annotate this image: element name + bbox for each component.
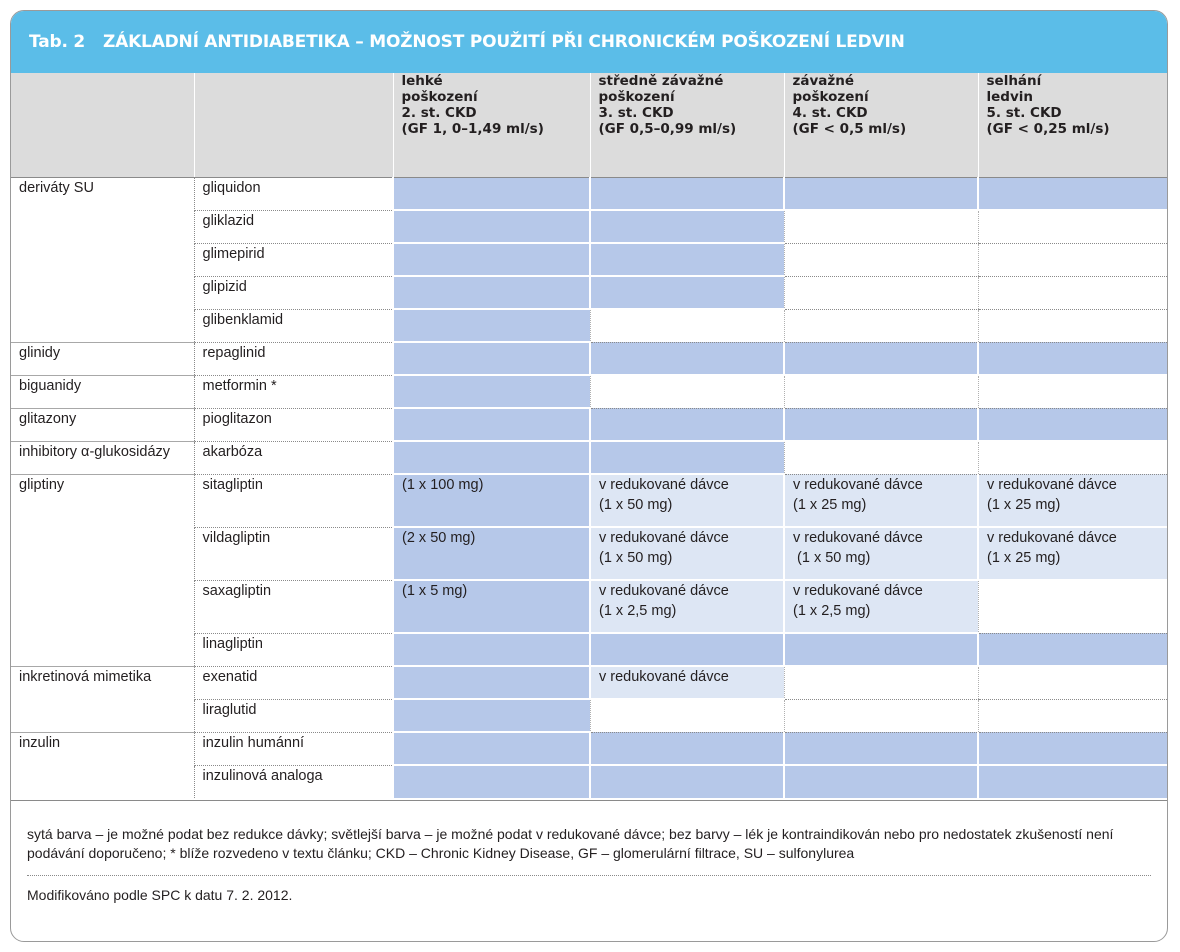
cell-full	[393, 732, 590, 765]
drug-name: sitagliptin	[194, 474, 393, 527]
cell-none	[784, 441, 978, 474]
table-row	[11, 375, 1167, 408]
header-ckd3: středně závažné poškození 3. st. CKD (GF 0,5–0,99 ml/s)	[590, 73, 784, 177]
group-label: glitazony	[11, 408, 194, 441]
cell-full	[978, 732, 1167, 765]
cell-full	[393, 765, 590, 798]
cell-full	[784, 765, 978, 798]
table-row	[11, 276, 1167, 309]
table-row	[11, 243, 1167, 276]
cell-reduced: v redukované dávce (1 x 50 mg)	[784, 527, 978, 580]
table-row	[11, 408, 1167, 441]
legend-notes: sytá barva – je možné podat bez redukce dávky; světlejší barva – je možné podat v redukované dávce; bez barvy – lék je kontraindikován nebo pro nedostatek zkušeností není podávání doporučeno; * blíže rozvedeno v textu článku; CKD – Chronic Kidney Disease, GF – glomerulární filtrace, SU – sulfonylurea	[27, 826, 1114, 861]
table-row	[11, 474, 1167, 527]
header-ckd2: lehké poškození 2. st. CKD (GF 1, 0–1,49 ml/s)	[393, 73, 590, 177]
table-title-bar	[11, 11, 1167, 73]
cell-full: (2 x 50 mg)	[393, 527, 590, 580]
group-label-empty	[11, 580, 194, 633]
header-row	[11, 73, 1167, 177]
cell-none	[978, 580, 1167, 633]
group-label: inkretinová mimetika	[19, 668, 152, 685]
cell-full: (1 x 100 mg)	[393, 474, 590, 527]
cell-none	[784, 210, 978, 243]
cell-reduced: v redukované dávce (1 x 25 mg)	[978, 474, 1167, 527]
group-label-empty	[11, 243, 194, 276]
cell-none	[590, 375, 784, 408]
cell-none	[784, 375, 978, 408]
group-label: gliptiny	[19, 476, 65, 493]
table-frame	[10, 10, 1168, 942]
antidiabetics-table	[11, 73, 1167, 798]
cell-reduced: v redukované dávce (1 x 25 mg)	[978, 527, 1167, 580]
cell-reduced: v redukované dávce (1 x 2,5 mg)	[784, 580, 978, 633]
drug-name: saxagliptin	[194, 580, 393, 633]
cell-full	[978, 408, 1167, 441]
table-row	[11, 699, 1167, 732]
cell-full	[784, 732, 978, 765]
drug-name: metformin *	[194, 375, 393, 408]
drug-name: linagliptin	[194, 633, 393, 666]
header-ckd4: závažné poškození 4. st. CKD (GF < 0,5 ml/s)	[784, 73, 978, 177]
cell-full	[590, 342, 784, 375]
cell-none	[590, 309, 784, 342]
table-row	[11, 441, 1167, 474]
drug-name: gliquidon	[194, 177, 393, 210]
cell-full	[978, 177, 1167, 210]
group-label-empty	[11, 633, 194, 666]
cell-none	[784, 666, 978, 699]
group-label-empty	[11, 699, 194, 732]
group-label-empty	[11, 276, 194, 309]
table-number: Tab. 2	[29, 32, 86, 52]
drug-name: liraglutid	[194, 699, 393, 732]
cell-reduced: v redukované dávce	[590, 666, 784, 699]
drug-name: repaglinid	[194, 342, 393, 375]
table-title: ZÁKLADNÍ ANTIDIABETIKA – MOŽNOST POUŽITÍ PŘI CHRONICKÉM POŠKOZENÍ LEDVIN	[103, 32, 905, 52]
cell-none	[784, 309, 978, 342]
group-label-empty	[11, 765, 194, 798]
cell-full	[590, 765, 784, 798]
cell-full	[393, 243, 590, 276]
cell-none	[784, 243, 978, 276]
cell-none	[978, 375, 1167, 408]
table-row	[11, 580, 1167, 633]
group-label-empty	[11, 527, 194, 580]
cell-full	[590, 177, 784, 210]
header-group	[11, 73, 194, 177]
table-row	[11, 633, 1167, 666]
drug-name: glibenklamid	[194, 309, 393, 342]
group-label-empty	[11, 309, 194, 342]
cell-none	[978, 276, 1167, 309]
table-row	[11, 527, 1167, 580]
cell-full	[393, 666, 590, 699]
cell-full	[393, 699, 590, 732]
cell-none	[590, 699, 784, 732]
cell-full	[978, 633, 1167, 666]
cell-reduced: v redukované dávce (1 x 50 mg)	[590, 527, 784, 580]
cell-full	[393, 375, 590, 408]
footer-divider	[11, 800, 1167, 801]
table-row	[11, 765, 1167, 798]
cell-full	[393, 276, 590, 309]
source-note: Modifikováno podle SPC k datu 7. 2. 2012.	[27, 887, 293, 903]
group-label: inhibitory α-glukosidázy	[11, 441, 194, 474]
cell-full	[393, 408, 590, 441]
group-label: biguanidy	[11, 375, 194, 408]
drug-name: gliklazid	[194, 210, 393, 243]
table-row	[11, 342, 1167, 375]
drug-name: vildagliptin	[194, 527, 393, 580]
group-label: inzulin	[19, 734, 61, 751]
cell-full	[590, 276, 784, 309]
cell-full	[393, 309, 590, 342]
cell-full	[978, 342, 1167, 375]
table-row	[11, 666, 1167, 699]
cell-none	[978, 309, 1167, 342]
group-label: deriváty SU	[19, 179, 94, 196]
drug-name: inzulinová analoga	[194, 765, 393, 798]
drug-name: glipizid	[194, 276, 393, 309]
cell-full	[590, 633, 784, 666]
cell-reduced: v redukované dávce (1 x 50 mg)	[590, 474, 784, 527]
cell-full	[590, 732, 784, 765]
table-row	[11, 732, 1167, 765]
cell-full	[590, 408, 784, 441]
drug-name: glimepirid	[194, 243, 393, 276]
cell-none	[978, 243, 1167, 276]
cell-reduced: v redukované dávce (1 x 2,5 mg)	[590, 580, 784, 633]
source-divider	[27, 875, 1151, 876]
cell-full	[590, 441, 784, 474]
cell-full: (1 x 5 mg)	[393, 580, 590, 633]
table-row	[11, 210, 1167, 243]
cell-full	[393, 633, 590, 666]
table-row	[11, 309, 1167, 342]
cell-none	[784, 699, 978, 732]
cell-full	[393, 441, 590, 474]
cell-full	[784, 177, 978, 210]
cell-full	[393, 177, 590, 210]
cell-reduced: v redukované dávce (1 x 25 mg)	[784, 474, 978, 527]
cell-full	[784, 633, 978, 666]
group-label: glinidy	[11, 342, 194, 375]
drug-name: inzulin humánní	[194, 732, 393, 765]
drug-name: pioglitazon	[194, 408, 393, 441]
table-row	[11, 177, 1167, 210]
cell-full	[978, 765, 1167, 798]
drug-name: akarbóza	[194, 441, 393, 474]
cell-full	[590, 210, 784, 243]
drug-name: exenatid	[194, 666, 393, 699]
header-ckd5: selhání ledvin 5. st. CKD (GF < 0,25 ml/s)	[978, 73, 1167, 177]
cell-full	[393, 342, 590, 375]
cell-none	[978, 441, 1167, 474]
cell-none	[784, 276, 978, 309]
cell-full	[784, 342, 978, 375]
cell-none	[978, 699, 1167, 732]
cell-full	[393, 210, 590, 243]
cell-full	[784, 408, 978, 441]
cell-none	[978, 210, 1167, 243]
header-drug	[194, 73, 393, 177]
cell-none	[978, 666, 1167, 699]
group-label-empty	[11, 210, 194, 243]
cell-full	[590, 243, 784, 276]
